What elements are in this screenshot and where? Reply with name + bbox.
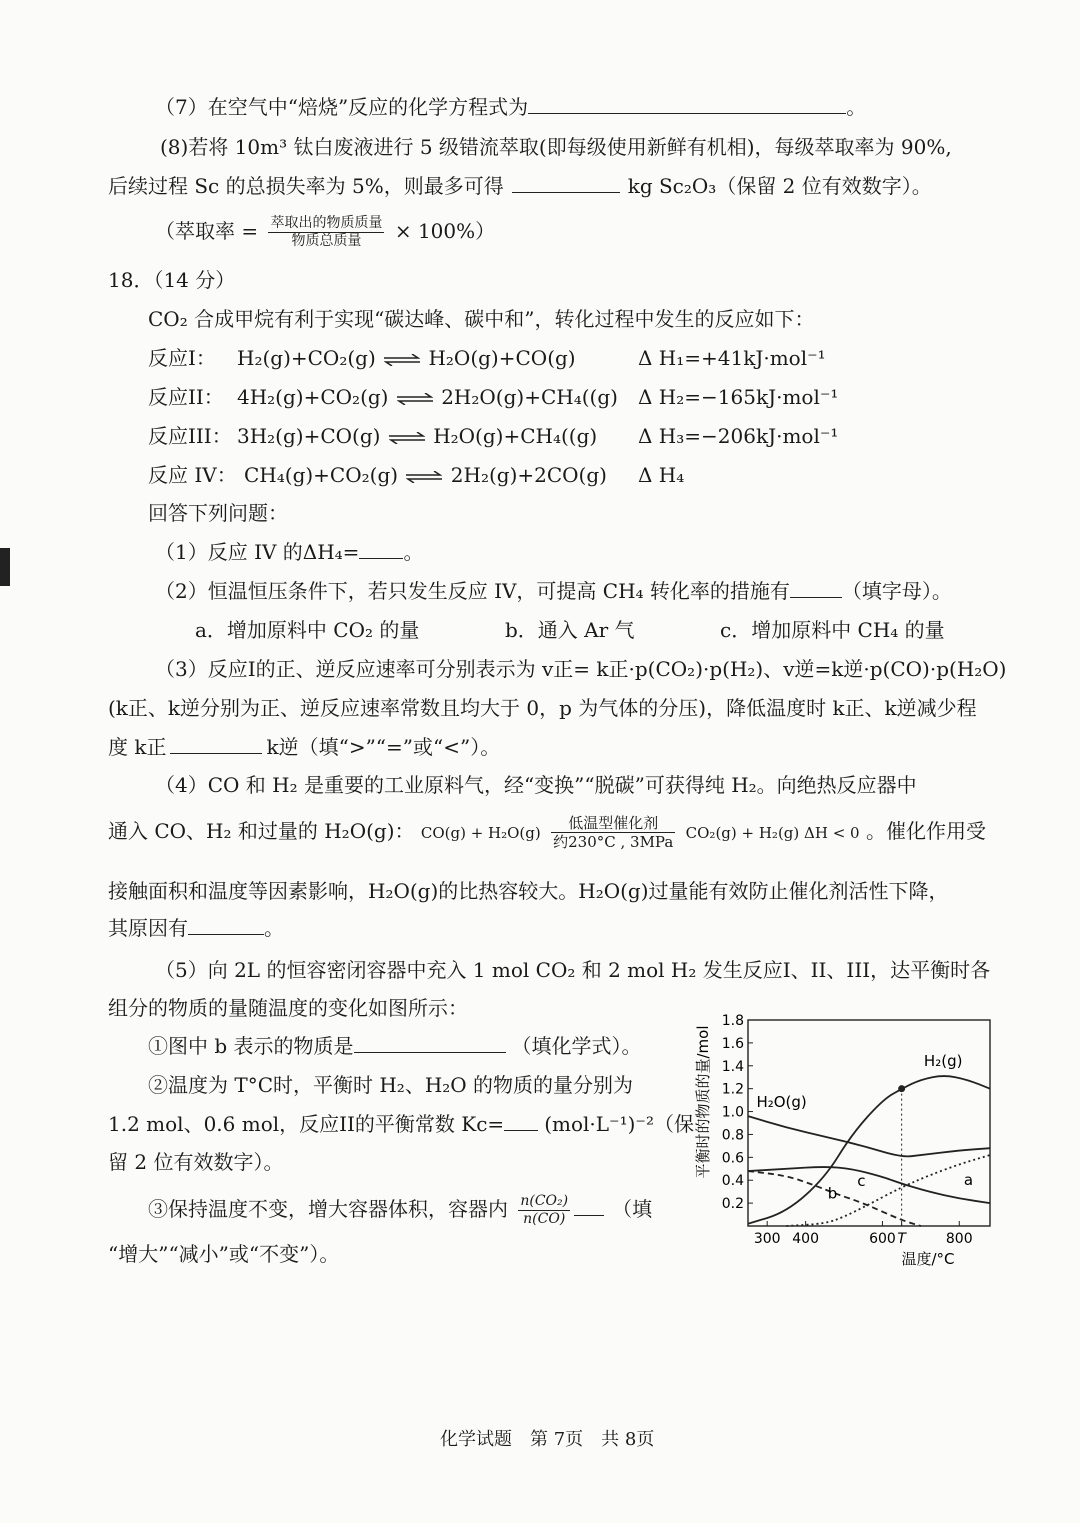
p5-q1 xyxy=(148,1032,642,1060)
equilibrium-chart xyxy=(686,1006,1006,1278)
p4-line4 xyxy=(108,914,284,942)
chart-xlabel: 温度/°C xyxy=(901,1250,955,1268)
q7-end: 。 xyxy=(846,95,867,119)
chart-ylabel-group xyxy=(694,1025,712,1178)
p5-line2: 组分的物质的量随温度的变化如图所示： xyxy=(108,996,468,1020)
series-line xyxy=(748,1116,990,1156)
p4-line4a: 其原因有 xyxy=(108,916,188,940)
fraction-numerator: 萃取出的物质质量 xyxy=(270,215,383,231)
p1-end: 。 xyxy=(403,540,424,564)
reaction-equation xyxy=(237,422,597,450)
reaction-row xyxy=(148,344,216,372)
marked-point xyxy=(898,1085,905,1092)
series-label: H₂O(g) xyxy=(756,1092,807,1111)
p5-q2-line2b: (mol·L⁻¹)⁻²（保 xyxy=(544,1112,694,1136)
p5-q3-denominator: n(CO) xyxy=(523,1211,566,1227)
p2-line xyxy=(155,577,952,605)
p4-condition-label: 约230°C , 3MPa xyxy=(553,833,674,851)
y-tick-label: 0.8 xyxy=(721,1127,744,1144)
p3-line3b: k逆（填“>”“=”或“<”）。 xyxy=(266,735,501,759)
reaction-row xyxy=(148,422,232,450)
binding-mark xyxy=(0,548,10,586)
p2-option-c: c．增加原料中 CH₄ 的量 xyxy=(720,618,945,642)
y-tick-label: 0.6 xyxy=(721,1150,744,1167)
y-tick-label: 1.2 xyxy=(721,1081,744,1098)
p5-q3-fraction xyxy=(518,1193,570,1228)
equilibrium-arrow-icon xyxy=(384,354,420,366)
reaction-right: H₂O(g)+CO(g) xyxy=(428,346,576,370)
p4-eq-right: CO₂(g) + H₂(g) ΔH < 0 xyxy=(685,824,860,842)
reaction-left: CH₄(g)+CO₂(g) xyxy=(244,463,399,487)
reaction-enthalpy: Δ H₁=+41kJ·mol⁻¹ xyxy=(638,346,826,370)
p5-q2-line2 xyxy=(108,1110,694,1138)
q8-line1: (8)若将 10m³ 钛白废液进行 5 级错流萃取(即每级使用新鲜有机相)，每级萃取率为 90%, xyxy=(160,135,952,159)
p2-option-a: a．增加原料中 CO₂ 的量 xyxy=(195,618,420,642)
p5-q3-line2: “增大”“减小”或“不变”）。 xyxy=(108,1242,340,1266)
p2-text: （2）恒温恒压条件下，若只发生反应 IV，可提高 CH₄ 转化率的措施有 xyxy=(155,579,790,603)
p5-q2-line1: ②温度为 T°C时，平衡时 H₂、H₂O 的物质的量分别为 xyxy=(148,1073,634,1097)
extraction-rate-fraction xyxy=(268,215,384,250)
series-label: b xyxy=(827,1184,838,1203)
p5-q3 xyxy=(148,1188,652,1230)
p5-q2-line2a: 1.2 mol、0.6 mol，反应II的平衡常数 Kc= xyxy=(108,1112,505,1136)
reaction-label: 反应 IV： xyxy=(148,463,237,487)
p4-line1: （4）CO 和 H₂ 是重要的工业原料气，经“变换”“脱碳”可获得纯 H₂。向绝热反应器中 xyxy=(155,773,917,797)
reaction-left: 4H₂(g)+CO₂(g) xyxy=(237,385,389,409)
p5-q3a: ③保持温度不变，增大容器体积，容器内 xyxy=(148,1197,508,1221)
q7-text: （7）在空气中“焙烧”反应的化学方程式为 xyxy=(155,95,529,119)
series-label: c xyxy=(857,1171,866,1190)
reaction-equation xyxy=(237,344,576,372)
q8-formula-left: （萃取率 = xyxy=(155,219,259,243)
reaction-left: 3H₂(g)+CO(g) xyxy=(237,424,381,448)
series-label: H₂(g) xyxy=(923,1051,963,1070)
q8-formula xyxy=(155,211,495,251)
p1-answer-blank[interactable] xyxy=(359,538,403,559)
p2-answer-blank[interactable] xyxy=(790,577,842,598)
series-line xyxy=(748,1167,990,1203)
series-label: a xyxy=(963,1170,974,1189)
p5-q3b: （填 xyxy=(612,1197,653,1221)
equilibrium-arrow-icon xyxy=(397,393,433,405)
p3-answer-blank[interactable] xyxy=(170,733,262,754)
x-tick-label: 600 xyxy=(869,1231,896,1247)
y-tick-label: 1.0 xyxy=(721,1104,744,1121)
p1-text: （1）反应 IV 的ΔH₄= xyxy=(155,540,360,564)
answer-prompt: 回答下列问题： xyxy=(148,501,288,525)
reaction-row xyxy=(148,383,224,411)
x-tick-label: T xyxy=(897,1231,906,1247)
p3-line1: （3）反应I的正、逆反应速率可分别表示为 v正= k正·p(CO₂)·p(H₂)、v逆=k逆·p(CO)·p(H₂O) xyxy=(155,657,1007,681)
p4-catalyst-label: 低温型催化剂 xyxy=(551,814,675,833)
reaction-equation xyxy=(237,383,618,411)
p1-line xyxy=(155,538,423,566)
x-tick-label: 300 xyxy=(753,1231,781,1247)
chart-plot-area xyxy=(722,1013,990,1247)
q8-answer-blank[interactable] xyxy=(512,172,620,193)
p5-q2-line3: 留 2 位有效数字）。 xyxy=(108,1150,284,1174)
p5-q2-answer-blank[interactable] xyxy=(504,1110,538,1131)
y-tick-label: 1.8 xyxy=(721,1013,744,1029)
q8-line2b: kg Sc₂O₃（保留 2 位有效数字）。 xyxy=(627,174,932,198)
reaction-right: H₂O(g)+CH₄((g) xyxy=(433,424,598,448)
p3-line3a: 度 k正 xyxy=(108,735,167,759)
p5-q1b: （填化学式）。 xyxy=(511,1034,642,1058)
y-tick-label: 1.4 xyxy=(721,1058,744,1075)
p4-line2a: 通入 CO、H₂ 和过量的 H₂O(g)： xyxy=(108,819,415,843)
y-tick-label: 1.6 xyxy=(721,1035,744,1052)
q8-line2a: 后续过程 Sc 的总损失率为 5%，则最多可得 xyxy=(108,174,504,198)
reaction-label: 反应II： xyxy=(148,385,224,409)
p5-q1-answer-blank[interactable] xyxy=(354,1032,506,1053)
reaction-equation xyxy=(244,461,607,489)
p4-condition-arrow xyxy=(551,814,675,851)
x-tick-label: 800 xyxy=(945,1231,973,1247)
p5-q3-numerator: n(CO₂) xyxy=(520,1193,569,1209)
p5-line1: （5）向 2L 的恒容密闭容器中充入 1 mol CO₂ 和 2 mol H₂ 发生反应I、II、III，达平衡时各 xyxy=(155,958,991,982)
equilibrium-arrow-icon xyxy=(389,432,425,444)
fraction-denominator: 物质总质量 xyxy=(291,233,362,249)
reaction-enthalpy: Δ H₂=−165kJ·mol⁻¹ xyxy=(638,385,839,409)
reaction-label: 反应III： xyxy=(148,424,232,448)
reaction-enthalpy: Δ H₃=−206kJ·mol⁻¹ xyxy=(638,424,839,448)
p2-end: （填字母）。 xyxy=(841,579,952,603)
reaction-enthalpy: Δ H₄ xyxy=(638,463,685,487)
y-tick-label: 0.2 xyxy=(721,1196,744,1213)
reaction-right: 2H₂O(g)+CH₄((g) xyxy=(441,385,618,409)
reaction-row xyxy=(148,461,237,489)
p4-line4b: 。 xyxy=(264,916,284,940)
p3-line3 xyxy=(108,733,500,761)
q8-formula-right: × 100%） xyxy=(394,219,496,243)
reaction-right: 2H₂(g)+2CO(g) xyxy=(450,463,607,487)
p5-q3-answer-blank[interactable] xyxy=(574,1195,604,1216)
p4-eq-left: CO(g) + H₂O(g) xyxy=(420,824,541,842)
q8-line2 xyxy=(108,172,932,200)
series-line xyxy=(786,1155,990,1226)
p4-answer-blank[interactable] xyxy=(188,914,264,935)
p3-line2: (k正、k逆分别为正、逆反应速率常数且均大于 0，p 为气体的分压)，降低温度时 k正、k逆减少程 xyxy=(108,696,977,720)
q7-answer-blank[interactable] xyxy=(528,93,846,114)
y-tick-label: 0.4 xyxy=(721,1173,744,1190)
q18-intro: CO₂ 合成甲烷有利于实现“碳达峰、碳中和”，转化过程中发生的反应如下： xyxy=(148,307,815,331)
p2-option-b: b．通入 Ar 气 xyxy=(505,618,635,642)
reaction-label: 反应I： xyxy=(148,346,216,370)
q18-header: 18．（14 分） xyxy=(108,268,236,292)
x-tick-label: 400 xyxy=(792,1231,819,1247)
q7-line xyxy=(155,93,866,121)
reaction-left: H₂(g)+CO₂(g) xyxy=(237,346,376,370)
page-footer: 化学试题 第 7页 共 8页 xyxy=(440,1429,655,1450)
p4-line3: 接触面积和温度等因素影响，H₂O(g)的比热容较大。H₂O(g)过量能有效防止催化剂活性下降， xyxy=(108,879,949,903)
p4-line2 xyxy=(108,808,986,856)
p4-line2b: 。催化作用受 xyxy=(865,819,986,843)
p5-q1a: ①图中 b 表示的物质是 xyxy=(148,1034,354,1058)
equilibrium-arrow-icon xyxy=(406,471,442,483)
chart-ylabel: 平衡时的物质的量/mol xyxy=(694,1025,712,1179)
